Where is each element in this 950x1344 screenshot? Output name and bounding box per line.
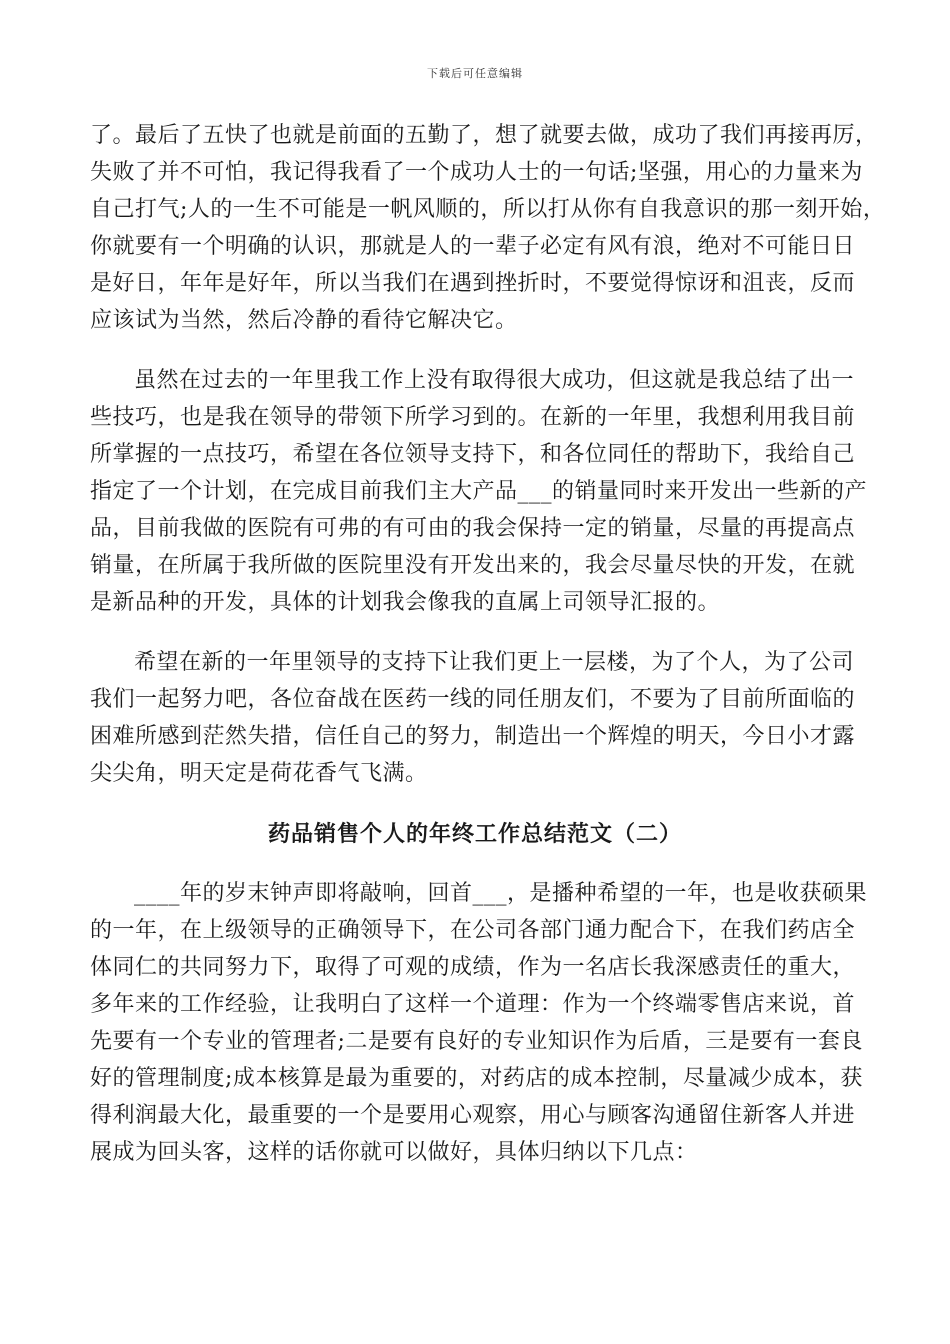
- paragraph-line: 展成为回头客，这样的话你就可以做好，具体归纳以下几点：: [90, 1140, 698, 1165]
- page-header: 下载后可任意编辑: [427, 67, 523, 80]
- paragraph-line: 得利润最大化，最重要的一个是要用心观察，用心与顾客沟通留住新客人并进: [90, 1103, 856, 1128]
- paragraph-line: 所掌握的一点技巧，希望在各位领导支持下，和各位同任的帮助下，我给自己: [90, 442, 856, 467]
- paragraph-line: 自己打气;人的一生不可能是一帆风顺的，所以打从你有自我意识的那一刻开始，: [90, 197, 886, 222]
- paragraph-line: 希望在新的一年里领导的支持下让我们更上一层楼，为了个人，为了公司: [134, 650, 855, 675]
- paragraph-line: 失败了并不可怕，我记得我看了一个成功人士的一句话;坚强，用心的力量来为: [90, 160, 863, 185]
- paragraph-line: 好的管理制度;成本核算是最为重要的，对药店的成本控制，尽量减少成本，获: [90, 1066, 863, 1091]
- paragraph-line: 我们一起努力吧，各位奋战在医药一线的同任朋友们，不要为了目前所面临的: [90, 687, 856, 712]
- paragraph-line: 些技巧，也是我在领导的带领下所学习到的。在新的一年里，我想利用我目前: [90, 405, 856, 430]
- paragraph-line: 的一年，在上级领导的正确领导下，在公司各部门通力配合下，在我们药店全: [90, 918, 856, 943]
- paragraph-line: 多年来的工作经验，让我明白了这样一个道理：作为一个终端零售店来说，首: [90, 992, 856, 1017]
- paragraph-line: 困难所感到茫然失措，信任自己的努力，制造出一个辉煌的明天，今日小才露: [90, 724, 856, 749]
- paragraph-line: 应该试为当然，然后冷静的看待它解决它。: [90, 308, 518, 333]
- paragraph-line: 是新品种的开发，具体的计划我会像我的直属上司领导汇报的。: [90, 590, 721, 615]
- paragraph-line: 指定了一个计划，在完成目前我们主大产品___的销量同时来开发出一些新的产: [90, 479, 868, 504]
- paragraph-line: 你就要有一个明确的认识，那就是人的一辈子必定有风有浪，绝对不可能日日: [90, 234, 856, 259]
- paragraph-line: 是好日，年年是好年，所以当我们在遇到挫折时，不要觉得惊讶和沮丧，反而: [90, 271, 856, 296]
- paragraph-line: ____年的岁末钟声即将敲响，回首___，是播种希望的一年，也是收获硕果: [134, 881, 868, 906]
- paragraph-line: 品，目前我做的医院有可弗的有可由的我会保持一定的销量，尽量的再提高点: [90, 516, 856, 541]
- paragraph-line: 体同仁的共同努力下，取得了可观的成绩，作为一名店长我深感责任的重大，: [90, 955, 856, 980]
- paragraph-line: 销量，在所属于我所做的医院里没有开发出来的，我会尽量尽快的开发，在就: [90, 553, 856, 578]
- paragraph-line: 虽然在过去的一年里我工作上没有取得很大成功，但这就是我总结了出一: [134, 368, 855, 393]
- paragraph-line: 尖尖角，明天定是荷花香气飞满。: [90, 761, 428, 786]
- paragraph-line: 了。最后了五快了也就是前面的五勤了，想了就要去做，成功了我们再接再厉，: [90, 123, 878, 148]
- section-title: 药品销售个人的年终工作总结范文（二）: [267, 821, 682, 847]
- paragraph-line: 先要有一个专业的管理者;二是要有良好的专业知识作为后盾，三是要有一套良: [90, 1029, 863, 1054]
